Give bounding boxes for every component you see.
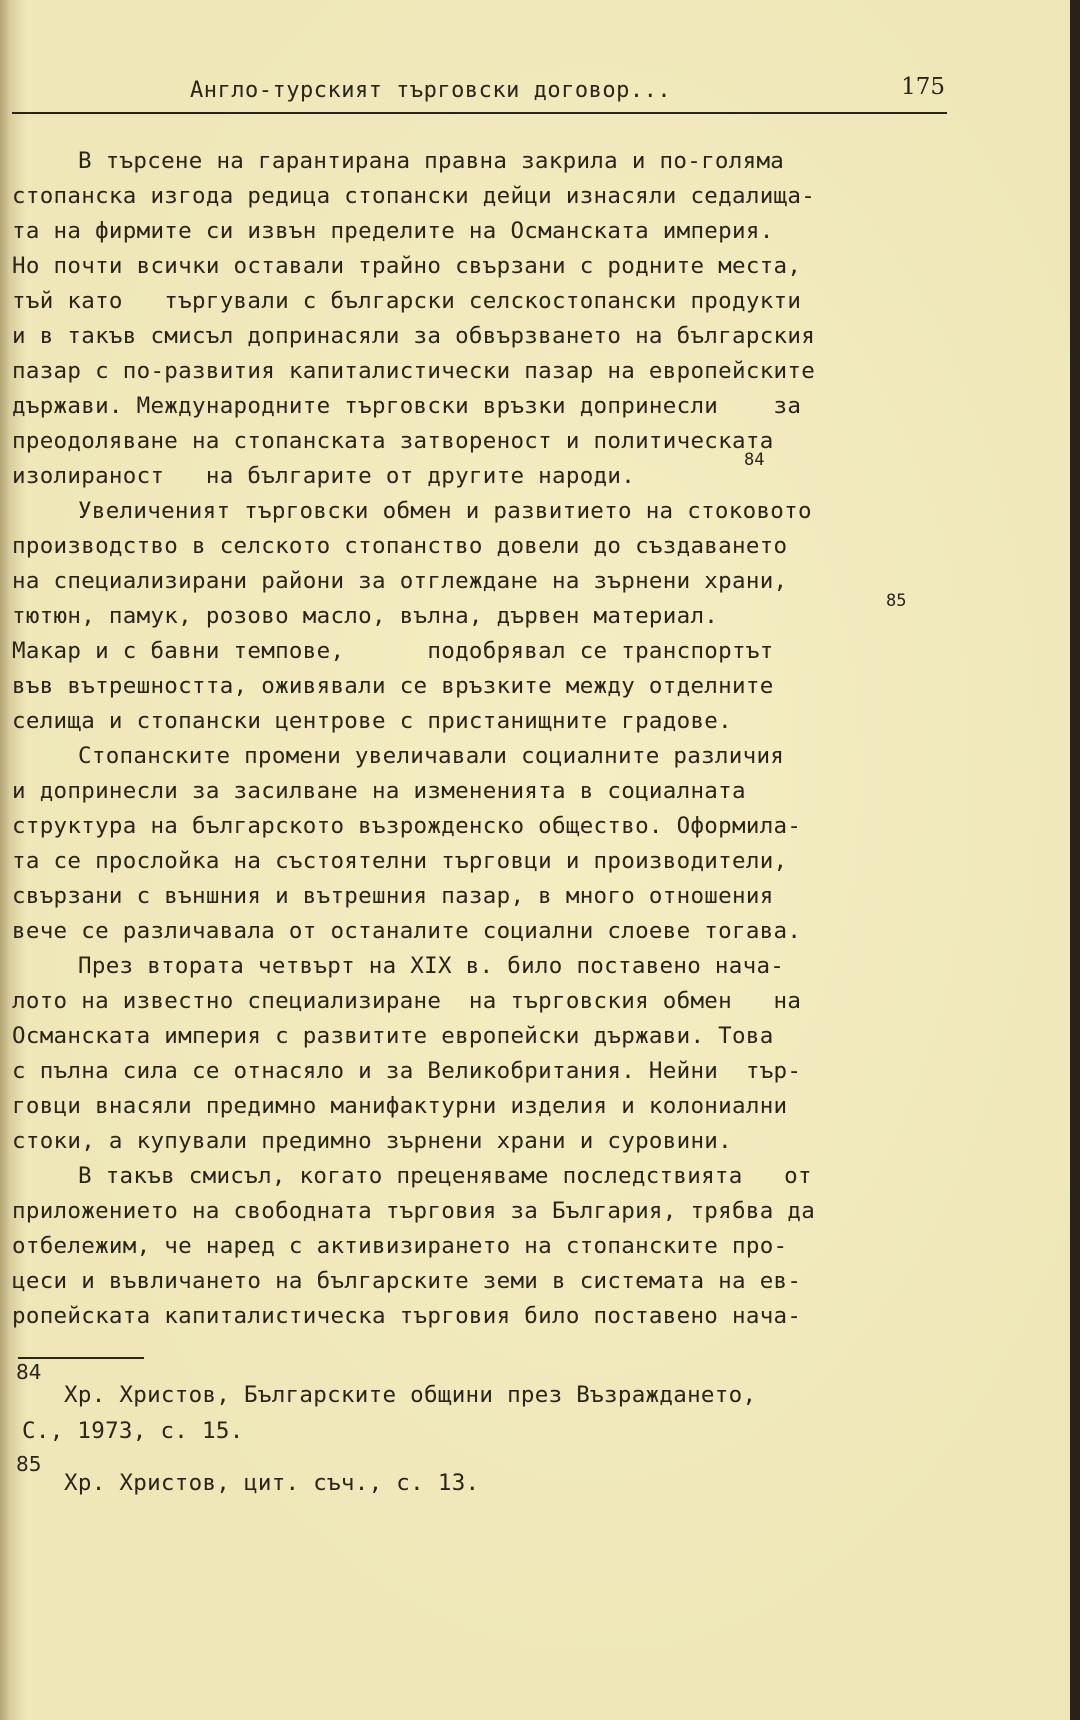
text-line: Но почти всички оставали трайно свързани с родните места, <box>12 253 802 279</box>
text-line: структура на българското възрожденско общество. Оформила- <box>12 813 802 839</box>
text-line: с пълна сила се отнасяло и за Великобритания. Нейни тър- <box>12 1058 802 1084</box>
text-line: Стопанските промени увеличавали социалните различия <box>78 743 785 769</box>
running-title: Англо-турският търговски договор... <box>190 78 672 103</box>
text-line: Увеличеният търговски обмен и развитието на стоковото <box>78 498 812 524</box>
footnote-84-line1: Хр. Христов, Българските общини през Възраждането, <box>64 1382 757 1408</box>
text-line: стопанска изгода редица стопански дейци изнасяли седалища- <box>12 183 816 209</box>
body-text <box>12 144 947 1334</box>
footnote-number-84: 84 <box>16 1360 42 1384</box>
text-line: свързани с външния и вътрешния пазар, в много отношения <box>12 883 774 909</box>
text-line: селища и стопански центрове с пристанищните градове. <box>12 708 732 734</box>
footnote-85-line1: Хр. Христов, цит. съч., с. 13. <box>64 1470 480 1496</box>
text-line: производство в селското стопанство довели до създаването <box>12 533 788 559</box>
text-line: изолираност на българите от другите народи. <box>12 463 636 489</box>
text-line: ропейската капиталистическа търговия било поставено нача- <box>12 1303 802 1329</box>
text-line: във вътрешността, оживявали се връзките между отделните <box>12 673 774 699</box>
text-line: Османската империя с развитите европейски държави. Това <box>12 1023 774 1049</box>
footnote-ref-84: 84 <box>744 450 765 470</box>
text-line: цеси и въвличането на българските земи в системата на ев- <box>12 1268 802 1294</box>
footnote-84-line2: С., 1973, с. 15. <box>22 1418 244 1444</box>
text-line: В такъв смисъл, когато преценяваме последствията от <box>78 1163 812 1189</box>
page-edge-shadow <box>1070 0 1080 1720</box>
text-line: Макар и с бавни темпове, подобрявал се транспортът <box>12 638 774 664</box>
text-line: лото на известно специализиране на търговския обмен на <box>12 988 802 1014</box>
page-header <box>12 74 947 114</box>
text-line: В търсене на гарантирана правна закрила и по-голяма <box>78 148 785 174</box>
text-line: и допринесли за засилване на измененията в социалната <box>12 778 746 804</box>
text-line: тютюн, памук, розово масло, вълна, дървен материал. <box>12 603 719 629</box>
footnote-ref-85: 85 <box>886 591 907 611</box>
text-line: и в такъв смисъл допринасяли за обвързването на българския <box>12 323 816 349</box>
text-line: на специализирани райони за отглеждане на зърнени храни, <box>12 568 788 594</box>
text-line: пазар с по-развития капиталистически пазар на европейските <box>12 358 816 384</box>
text-line: отбележим, че наред с активизирането на стопанските про- <box>12 1233 788 1259</box>
text-line: та се прослойка на състоятелни търговци и производители, <box>12 848 788 874</box>
text-line: вече се различавала от останалите социални слоеве тогава. <box>12 918 802 944</box>
text-line: През втората четвърт на XIX в. било поставено нача- <box>78 953 785 979</box>
text-line: преодоляване на стопанската затвореност и политическата <box>12 428 774 454</box>
text-line: говци внасяли предимно манифактурни изделия и колониални <box>12 1093 788 1119</box>
footnote-divider <box>18 1357 144 1359</box>
text-line: тъй като търгували с български селскостопански продукти <box>12 288 802 314</box>
page-number: 175 <box>901 74 945 100</box>
text-line: приложението на свободната търговия за България, трябва да <box>12 1198 816 1224</box>
text-line: държави. Международните търговски връзки допринесли за <box>12 393 802 419</box>
footnote-number-85: 85 <box>16 1452 42 1476</box>
text-line: та на фирмите си извън пределите на Османската империя. <box>12 218 774 244</box>
text-line: стоки, а купували предимно зърнени храни и суровини. <box>12 1128 732 1154</box>
